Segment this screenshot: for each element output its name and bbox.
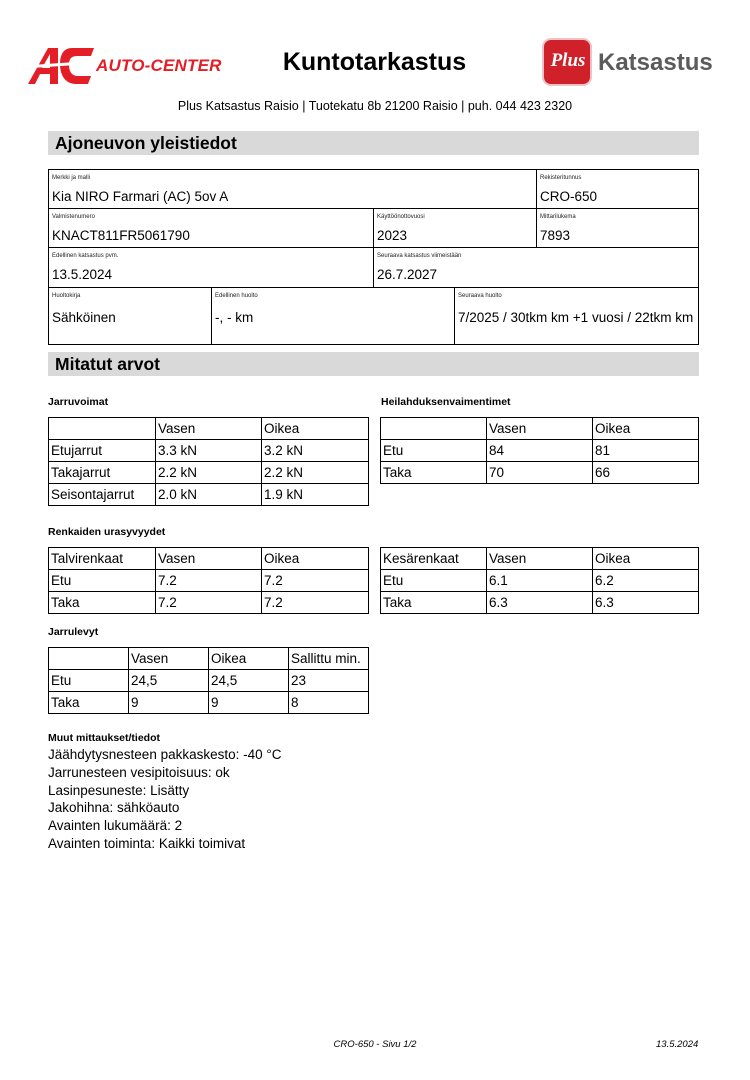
row-label: Taka bbox=[381, 592, 487, 614]
section-heading-general: Ajoneuvon yleistiedot bbox=[48, 131, 699, 155]
field-label: Rekisteritunnus bbox=[540, 175, 582, 181]
row-label: Etu bbox=[381, 570, 487, 592]
field-label: Edellinen katsastus pvm. bbox=[52, 253, 119, 259]
field-previous-service bbox=[211, 287, 455, 345]
field-registration bbox=[536, 169, 699, 209]
other-measurements bbox=[48, 732, 282, 853]
table-cell bbox=[49, 418, 156, 440]
field-value: Sähköinen bbox=[52, 310, 116, 325]
table-row bbox=[49, 692, 369, 714]
table-cell: 9 bbox=[209, 692, 289, 714]
table-row bbox=[381, 548, 699, 570]
contact-line: Plus Katsastus Raisio | Tuotekatu 8b 21200 Raisio | puh. 044 423 2320 bbox=[177, 99, 573, 113]
table-row bbox=[381, 592, 699, 614]
table-row bbox=[49, 592, 369, 614]
auto-center-logo-text: AUTO-CENTER bbox=[96, 56, 222, 75]
table-cell: 23 bbox=[289, 670, 369, 692]
field-value: 7/2025 / 30tkm km +1 vuosi / 22tkm km bbox=[458, 310, 694, 325]
field-value: KNACT811FR5061790 bbox=[52, 228, 190, 243]
brake-discs-table bbox=[48, 647, 369, 714]
column-header: Oikea bbox=[262, 548, 369, 570]
table-row bbox=[381, 418, 699, 440]
field-value: 2023 bbox=[377, 228, 408, 243]
table-cell: 1.9 kN bbox=[262, 484, 369, 506]
table-row bbox=[381, 440, 699, 462]
row-label: Etu bbox=[49, 570, 156, 592]
table-cell: 81 bbox=[593, 440, 699, 462]
plus-katsastus-logo bbox=[540, 38, 725, 90]
summer-tyres-table bbox=[380, 547, 699, 614]
list-item: Jäähdytysnesteen pakkaskesto: -40 °C bbox=[48, 747, 282, 762]
table-cell: 24,5 bbox=[129, 670, 209, 692]
table-row bbox=[49, 484, 369, 506]
auto-center-logo bbox=[28, 44, 222, 88]
row-label: Etu bbox=[381, 440, 487, 462]
table-row bbox=[49, 418, 369, 440]
other-measurements-title: Muut mittaukset/tiedot bbox=[48, 732, 160, 744]
page-footer: CRO-650 - Sivu 1/2 bbox=[333, 1039, 417, 1050]
field-next-inspection bbox=[373, 247, 699, 288]
table-row bbox=[381, 570, 699, 592]
field-next-service bbox=[454, 287, 699, 345]
table-cell: 6.2 bbox=[593, 570, 699, 592]
field-value: 7893 bbox=[540, 228, 571, 243]
list-item: Avainten toiminta: Kaikki toimivat bbox=[48, 835, 246, 851]
table-cell: 6.3 bbox=[487, 592, 593, 614]
katsastus-logo-text: Katsastus bbox=[598, 49, 713, 76]
field-service-book bbox=[48, 287, 212, 345]
table-cell: 84 bbox=[487, 440, 593, 462]
table-row bbox=[381, 462, 699, 484]
column-header: Oikea bbox=[262, 418, 369, 440]
table-cell bbox=[381, 418, 487, 440]
brakes-table bbox=[48, 417, 369, 506]
table-cell: 2.2 kN bbox=[262, 462, 369, 484]
field-label: Merkki ja malli bbox=[52, 175, 91, 181]
field-label: Seuraava huolto bbox=[458, 293, 502, 299]
column-header: Vasen bbox=[487, 548, 593, 570]
tread-title: Renkaiden urasyvyydet bbox=[48, 526, 166, 538]
table-row bbox=[49, 570, 369, 592]
field-value: 26.7.2027 bbox=[377, 267, 438, 282]
table-cell: 6.1 bbox=[487, 570, 593, 592]
field-previous-inspection bbox=[48, 247, 374, 288]
column-header: Oikea bbox=[593, 418, 699, 440]
field-label: Huoltokirja bbox=[52, 293, 81, 299]
field-odometer bbox=[536, 208, 699, 248]
list-item: Avainten lukumäärä: 2 bbox=[48, 818, 183, 834]
shocks-title: Heilahduksenvaimentimet bbox=[381, 396, 511, 408]
list-item: Jakohihna: sähköauto bbox=[48, 800, 180, 816]
table-cell: 6.3 bbox=[593, 592, 699, 614]
section-heading-measured: Mitatut arvot bbox=[48, 352, 699, 376]
field-label: Seuraava katsastus viimeistään bbox=[377, 253, 462, 259]
table-row bbox=[49, 648, 369, 670]
table-cell bbox=[49, 648, 129, 670]
row-label: Taka bbox=[49, 592, 156, 614]
table-cell: 3.3 kN bbox=[156, 440, 262, 462]
field-first-use-year bbox=[373, 208, 537, 248]
field-label: Valmistenumero bbox=[52, 214, 95, 220]
table-cell: 7.2 bbox=[262, 570, 369, 592]
list-item: Jarrunesteen vesipitoisuus: ok bbox=[48, 764, 230, 780]
row-label: Takajarrut bbox=[49, 462, 156, 484]
table-cell: 7.2 bbox=[156, 592, 262, 614]
table-row bbox=[49, 548, 369, 570]
table-cell: 24,5 bbox=[209, 670, 289, 692]
table-row bbox=[49, 670, 369, 692]
brakes-title: Jarruvoimat bbox=[48, 396, 109, 408]
plus-badge-text: Plus bbox=[550, 50, 586, 71]
row-label: Etujarrut bbox=[49, 440, 156, 462]
list-item: Lasinpesuneste: Lisätty bbox=[48, 782, 190, 798]
column-header: Sallittu min. bbox=[289, 648, 369, 670]
table-cell: 70 bbox=[487, 462, 593, 484]
document-title: Kuntotarkastus bbox=[282, 48, 467, 76]
footer-date: 13.5.2024 bbox=[656, 1039, 699, 1050]
ac-logo-icon bbox=[28, 44, 96, 88]
row-label: Taka bbox=[49, 692, 129, 714]
column-header: Talvirenkaat bbox=[49, 548, 156, 570]
table-row bbox=[49, 440, 369, 462]
column-header: Vasen bbox=[129, 648, 209, 670]
shocks-table bbox=[380, 417, 699, 484]
table-cell: 9 bbox=[129, 692, 209, 714]
row-label: Etu bbox=[49, 670, 129, 692]
column-header: Vasen bbox=[487, 418, 593, 440]
column-header: Vasen bbox=[156, 418, 262, 440]
table-cell: 66 bbox=[593, 462, 699, 484]
discs-title: Jarrulevyt bbox=[48, 626, 99, 638]
table-cell: 7.2 bbox=[156, 570, 262, 592]
table-cell: 2.2 kN bbox=[156, 462, 262, 484]
field-make-model bbox=[48, 169, 537, 209]
field-label: Käyttöönottovuosi bbox=[377, 214, 425, 220]
row-label: Taka bbox=[381, 462, 487, 484]
table-row bbox=[49, 462, 369, 484]
column-header: Kesärenkaat bbox=[381, 548, 487, 570]
field-label: Mittarilukema bbox=[540, 214, 576, 220]
row-label: Seisontajarrut bbox=[49, 484, 156, 506]
field-value: 13.5.2024 bbox=[52, 267, 113, 282]
table-cell: 3.2 kN bbox=[262, 440, 369, 462]
column-header: Oikea bbox=[593, 548, 699, 570]
winter-tyres-table bbox=[48, 547, 369, 614]
table-cell: 2.0 kN bbox=[156, 484, 262, 506]
table-cell: 8 bbox=[289, 692, 369, 714]
field-value: CRO-650 bbox=[540, 189, 598, 204]
table-cell: 7.2 bbox=[262, 592, 369, 614]
column-header: Oikea bbox=[209, 648, 289, 670]
field-vin bbox=[48, 208, 374, 248]
field-value: -, - km bbox=[215, 310, 254, 325]
field-label: Edellinen huolto bbox=[215, 293, 258, 299]
column-header: Vasen bbox=[156, 548, 262, 570]
field-value: Kia NIRO Farmari (AC) 5ov A bbox=[52, 189, 229, 204]
